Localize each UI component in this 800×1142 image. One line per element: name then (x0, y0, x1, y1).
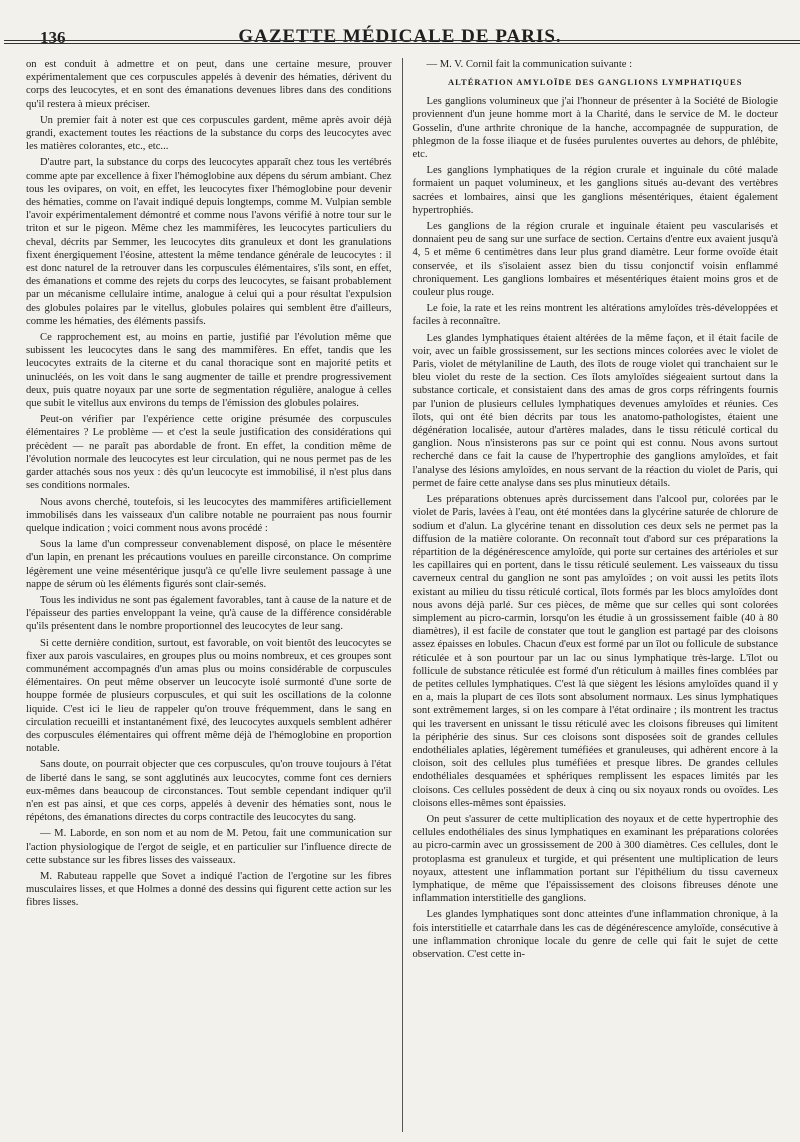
header-rule-double (4, 43, 800, 44)
section-title: ALTÉRATION AMYLOÏDE DES GANGLIONS LYMPHATIQUES (448, 77, 743, 88)
communication-intro: — M. V. Cornil fait la communication suivante : (426, 59, 633, 70)
paragraph: Le foie, la rate et les reins montrent les altérations amyloïdes très-développées et faciles à reconnaître. (412, 303, 778, 328)
text-columns (26, 58, 778, 1132)
header-rule (4, 40, 800, 41)
paragraph: on est conduit à admettre et on peut, dans une certaine mesure, prouver expérimentalement que ces corpuscules appelés à devenir des hématies, dérivent du corps des leucocytes, et en sont des émanations devenues libres dans des conditions qu'il restera à mieux préciser. (26, 59, 392, 110)
paragraph: Nous avons cherché, toutefois, si les leucocytes des mammifères artificiellement immobilisés dans les vaisseaux d'un calibre notable ne pourraient pas nous fournir quelque indication ; voici comment nous avons procédé : (26, 496, 392, 534)
page-number: 136 (40, 28, 66, 47)
paragraph: Sous la lame d'un compresseur convenablement disposé, on place le mésentère d'un lapin, en prenant les précautions voulues en pareille circonstance. On comprime légèrement une veine mésentérique jusqu'à ce qu'elle livre seulement passage à une nappe de sérum où les éléments figurés sont clair-semés. (26, 539, 392, 590)
paragraph: Les glandes lymphatiques sont donc atteintes d'une inflammation chronique, à la fois interstitielle et catarrhale dans les cas de dégénérescence amyloïde, consécutive à une inflammation chronique locale du genre de celle qui fait le sujet de cette observation. C'est cette in- (412, 909, 778, 960)
paragraph: Tous les individus ne sont pas également favorables, tant à cause de la nature et de l'épaisseur des parties enveloppant la veine, qu'à cause de la différence considérable qu'ils présentent dans le nombre proportionnel des leucocytes de leur sang. (26, 594, 392, 633)
paragraph: On peut s'assurer de cette multiplication des noyaux et de cette hypertrophie des cellules endothéliales des sinus lymphatiques en examinant les préparations colorées au picro-carmin avec un grossissement de 200 à 300 diamètres. Ces cellules, dont le protoplasma est granuleux et turgide, et qui présentent une multiplication de leurs noyaux, attestent une inflammation portant sur l'épithélium du tissu caverneux lymphatique, de même que l'épaississement des cloisons fibreuses dénote une inflammation interstitielle des ganglions. (412, 813, 778, 905)
paragraph: D'autre part, la substance du corps des leucocytes apparaît chez tous les vertébrés comme apte par excellence à fixer l'hémoglobine aux dépens du sérum ambiant. Chez tous les ovipares, on voit, en effet, les leucocytes fixer l'hémoglobine pour devenir des hématies, comme on l'avait indiqué depuis longtemps, comme M. Vulpian semble l'avoir expérimentalement démontré et comme nous l'avons vérifié à notre tour sur le triton et sur le pigeon. Même chez les mammifères, les leucocytes particuliers du cheval, décrits par Semmer, les leucocytes dits granuleux et dont les granulations fixent énergiquement l'éosine, attestent la même tendance générale de leucocytes : il est donc naturel de la retrouver dans les corpuscules élémentaires, s'ils sont, en effet, des émanations et comme des rejets du corps des leucocytes, se faisant probablement par un mécanisme cellulaire intime, analogue à celui qui a pour résultat l'expulsion des globules polaires par le vitellus, globules polaires qui semblent être d'ailleurs, comme les hématies, des éléments passifs. (26, 157, 392, 327)
paragraph: Ce rapprochement est, au moins en partie, justifié par l'évolution même que subissent les leucocytes dans le sang des mammifères. En effet, tandis que les leucocytes extraits de la citerne et du canal thoracique sont en majorité petits et uninucléés, on les voit dans le sang augmenter de taille et prendre progressivement deux, puis quatre noyaux par une sorte de segmentation régulière, analogue à celles que subit le vitellus aux environs du temps de l'émission des globules polaires. (26, 332, 392, 410)
paragraph: Les préparations obtenues après durcissement dans l'alcool pur, colorées par le violet de Paris, lavées à l'eau, ont été montées dans la glycérine saturée de chlorure de sodium et d'alun. La glycérine tenant en dissolution ces deux sels ne permet pas la diffusion de la matière colorante. On reconnaît tout d'abord sur ces préparations la répartition de la dégénérescence amyloïde, qui porte sur certaines des artérioles et sur les capillaires qui en portent, dans le tissu réticulé seulement. Les vaisseaux du tissu caverneux central du ganglion ne sont pas amyloïdes ; on voit aussi les petits îlots existant au milieu du tissu réticulé cortical, îlots formés par les blocs amyloïdes dont nous avons déjà parlé. Sur ces pièces, de même que sur celles qui sont colorées simplement au picro-carmin, lorsqu'on les étudie à un grossissement faible (40 à 80 diamètres), il est facile de constater que tout le ganglion est partagé par des cloisons assez épaisses en lobules. Chacun d'eux est formé par un îlot ou follicule de substance réticulée et à son pourtour par un lac ou sinus lymphatique très-large. L'îlot ou follicule de substance réticulée est formé d'un réticulum à mailles fines comblées par de petites cellules lymphatiques. C'est là que siègent les lésions amyloïdes quand il y en a, mais la plupart de ces îlots sont absolument normaux. Les sinus lymphatiques sont extrêmement larges, si on les compare à l'état ordinaire ; ils montrent les tractus qui les traversent en unissant le tissu réticulé avec les cloisons fibreuses qui limitent la périphérie des sinus. Sur ces cloisons sont disposées soit de grandes cellules endothéliales aplaties, légèrement tuméfiées et granuleuses, qui adhèrent encore à la cloison, soit des cellules plus tuméfiées et presque libres. De grandes cellules endothéliales desquamées et sphériques remplissent les espaces limités par les cloisons. Ces cellules possèdent de deux à cinq ou six noyaux ronds ou ovoïdes. Les cloisons elles-mêmes sont épaissies. (412, 494, 778, 809)
paragraph: Peut-on vérifier par l'expérience cette origine présumée des corpuscules élémentaires ? Le problème — et c'est la seule justification des considérations qui précèdent — ne paraît pas abordable de front. En effet, la condition même de l'évolution normale des leucocytes est leur circulation, qui ne nous permet pas de les garder attachés sous nos yeux : dès qu'un leucocyte est immobilisé, il n'est plus dans ses conditions normales. (26, 414, 392, 492)
paragraph: Si cette dernière condition, surtout, est favorable, on voit bientôt des leucocytes se fixer aux parois vasculaires, en groupes plus ou moins nombreux, et ces groupes sont communément accompagnés d'un amas plus ou moins considérable de corpuscules élémentaires. On peut même observer un leucocyte isolé surmonté d'une sorte de houppe formée de plusieurs corpuscules, et qui suit les oscillations de la colonne liquide. C'est ici le lieu de rappeler qu'on trouve fréquemment, dans le sang en circulation recueilli et instantanément fixé, des leucocytes auxquels semblent adhérer des corpuscules élémentaires qui offrent même déjà de l'hémoglobine en proportion notable. (26, 637, 392, 755)
paragraph: Un premier fait à noter est que ces corpuscules gardent, même après avoir déjà grandi, exactement toutes les réactions de la substance du corps des leucocytes avec les matières colorantes, etc., etc... (26, 114, 392, 153)
paragraph: Les glandes lymphatiques étaient altérées de la même façon, et il était facile de voir, avec un faible grossissement, sur les sections minces colorées avec le violet de Paris, violet de métylaniline de Lauth, des îlots de rouge violet qui tranchaient sur le bleu violet du reste de la section. Ces îlots amyloïdes siégeaient surtout dans la substance corticale, et consistaient dans des amas de gros corps réfringents fournis par l'union de plusieurs cellules lymphatiques devenues amyloïdes et réunies. Ces îlots, qui ont été bien décrits par tous les anatomo-pathologistes, étaient une dégénération localisée, autour d'artères malades, dans le tissu réticulé cortical du ganglion. Nous n'insisterons pas sur ce point qui est connu. Nous avons surtout recherché dans ce fait la cause de l'hypertrophie des ganglions amyloïdes, et fait l'analyse des lésions amyloïdes, en nous servant de la réaction du violet de Paris, qui permet de faire cette analyse dans ses plus minutieux détails. (412, 332, 778, 489)
paragraph: — M. Laborde, en son nom et au nom de M. Petou, fait une communication sur l'action physiologique de l'ergot de seigle, et en particulier sur l'influence directe de cette substance sur les fibres lisses des vaisseaux. (26, 828, 392, 866)
journal-title: GAZETTE MÉDICALE DE PARIS. (238, 26, 562, 47)
paragraph: Les ganglions lymphatiques de la région crurale et inguinale du côté malade formaient un paquet volumineux, et les ganglions situés au-devant des vertèbres sacrées et lombaires, ainsi que les ganglions mésentériques, étaient également hypertrophiés. (412, 165, 778, 216)
right-column (402, 58, 779, 1132)
paragraph: Les ganglions volumineux que j'ai l'honneur de présenter à la Société de Biologie proviennent d'un jeune homme mort à la Charité, dans le service de M. le docteur Gosselin, d'une arthrite chronique de la hanche, accompagnée de suppuration, de phlegmon de la fosse iliaque et de fusées purulentes ouvertes au dehors, de phlébite, etc. (412, 96, 778, 161)
left-column (26, 58, 402, 1132)
page-header (26, 18, 774, 52)
paragraph: M. Rabuteau rappelle que Sovet a indiqué l'action de l'ergotine sur les fibres musculaires lisses, et que Holmes a donné des dessins qui figurent cette action sur les fibres lisses. (26, 870, 392, 909)
paragraph: Les ganglions de la région crurale et inguinale étaient peu vascularisés et donnaient peu de sang sur une surface de section. Certains d'entre eux avaient jusqu'à 4, 5 et même 6 centimètres dans leur plus grand diamètre. Leur forme ovoïde était conservée, et ils s'isolaient assez bien du tissu conjonctif voisin enflammé chroniquement. Les ganglions lombaires et mésentériques étaient moins gros et de couleur plus rouge. (412, 221, 778, 299)
paragraph: Sans doute, on pourrait objecter que ces corpuscules, qu'on trouve toujours à l'état de liberté dans le sang, se sont agglutinés aux leucocytes, comme font ces derniers eux-mêmes dans beaucoup de circonstances. Tout semble cependant indiquer qu'il n'en est pas ainsi, et que ces corps, appelés à devenir des hématies sont, nous le répétons, des émanations directes du corps contractile des leucocytes du sang. (26, 759, 392, 824)
